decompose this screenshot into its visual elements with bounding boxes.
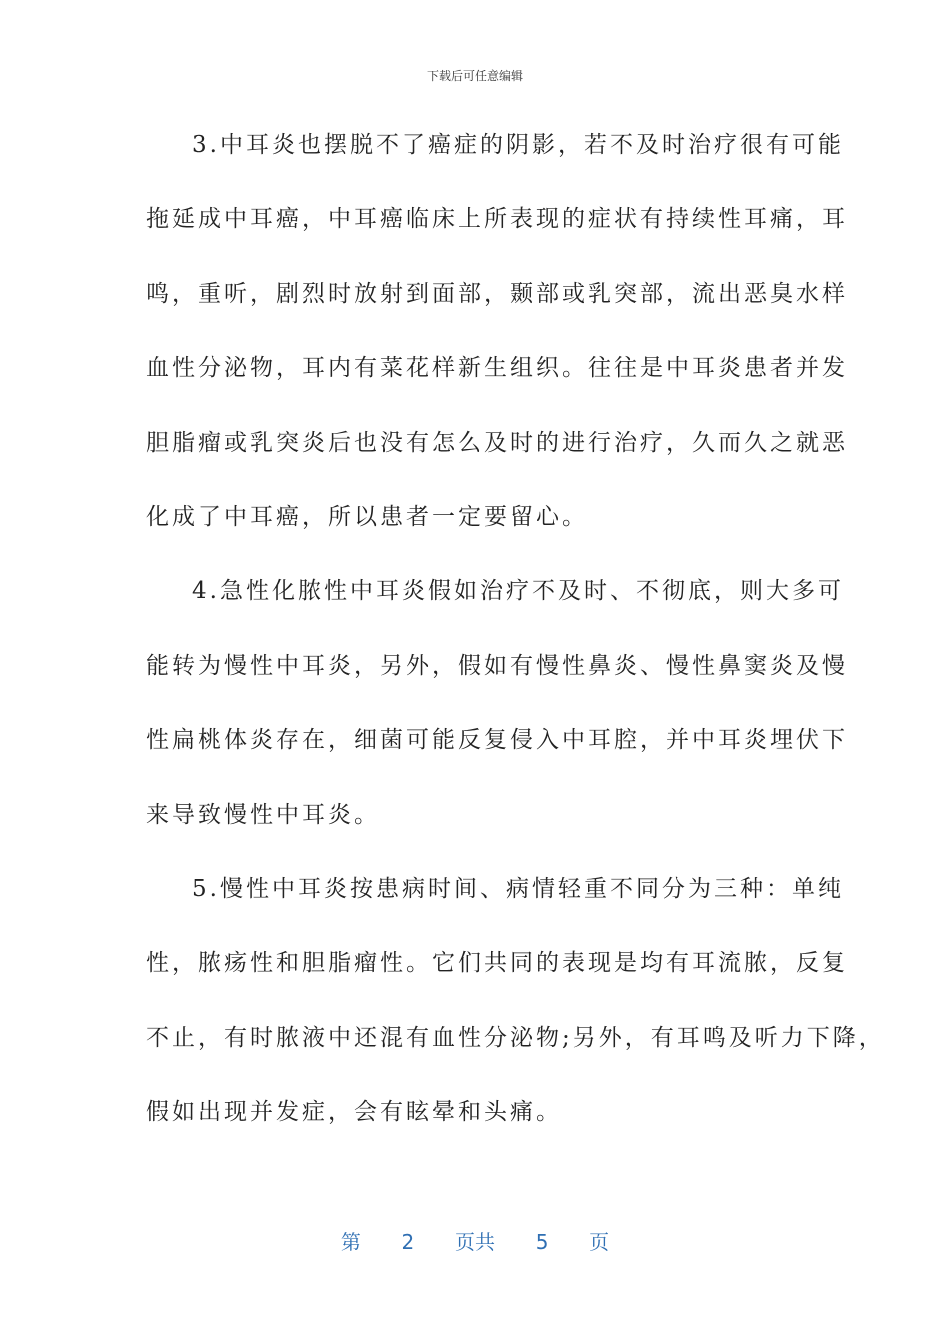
paragraph-line: 拖延成中耳癌，中耳癌临床上所表现的症状有持续性耳痛，耳 — [146, 206, 848, 233]
paragraph-line: 胆脂瘤或乳突炎后也没有怎么及时的进行治疗，久而久之就恶 — [146, 429, 848, 456]
footer-label-di: 第 — [340, 1230, 361, 1254]
paragraph-line: 5.慢性中耳炎按患病时间、病情轻重不同分为三种：单纯 — [192, 875, 844, 902]
paragraph-line: 化成了中耳癌，所以患者一定要留心。 — [146, 503, 588, 530]
footer-label-ye: 页 — [589, 1230, 610, 1254]
page-header: 下载后可任意编辑 — [426, 69, 523, 83]
paragraph-line: 能转为慢性中耳炎，另外，假如有慢性鼻炎、慢性鼻窦炎及慢 — [146, 652, 848, 679]
paragraph-line: 4.急性化脓性中耳炎假如治疗不及时、不彻底，则大多可 — [192, 578, 844, 605]
paragraph-line: 来导致慢性中耳炎。 — [146, 801, 380, 828]
paragraph-line: 性，脓疡性和胆脂瘤性。它们共同的表现是均有耳流脓，反复 — [146, 950, 848, 977]
paragraph-line: 血性分泌物，耳内有菜花样新生组织。往往是中耳炎患者并发 — [146, 355, 848, 382]
paragraph-line: 不止，有时脓液中还混有血性分泌物;另外，有耳鸣及听力下降， — [146, 1024, 885, 1051]
total-page-count: 5 — [535, 1230, 549, 1254]
paragraph-line: 性扁桃体炎存在，细菌可能反复侵入中耳腔，并中耳炎埋伏下 — [146, 727, 848, 754]
footer-label-ye-gong: 页共 — [455, 1230, 495, 1254]
paragraph-line: 鸣，重听，剧烈时放射到面部，颞部或乳突部，流出恶臭水样 — [146, 280, 848, 307]
paragraph-line: 假如出现并发症，会有眩晕和头痛。 — [146, 1099, 562, 1126]
current-page-number: 2 — [401, 1230, 415, 1254]
document-body — [146, 108, 885, 1149]
page-number-footer — [0, 1226, 950, 1255]
paragraph-line: 3.中耳炎也摆脱不了癌症的阴影，若不及时治疗很有可能 — [192, 132, 844, 158]
